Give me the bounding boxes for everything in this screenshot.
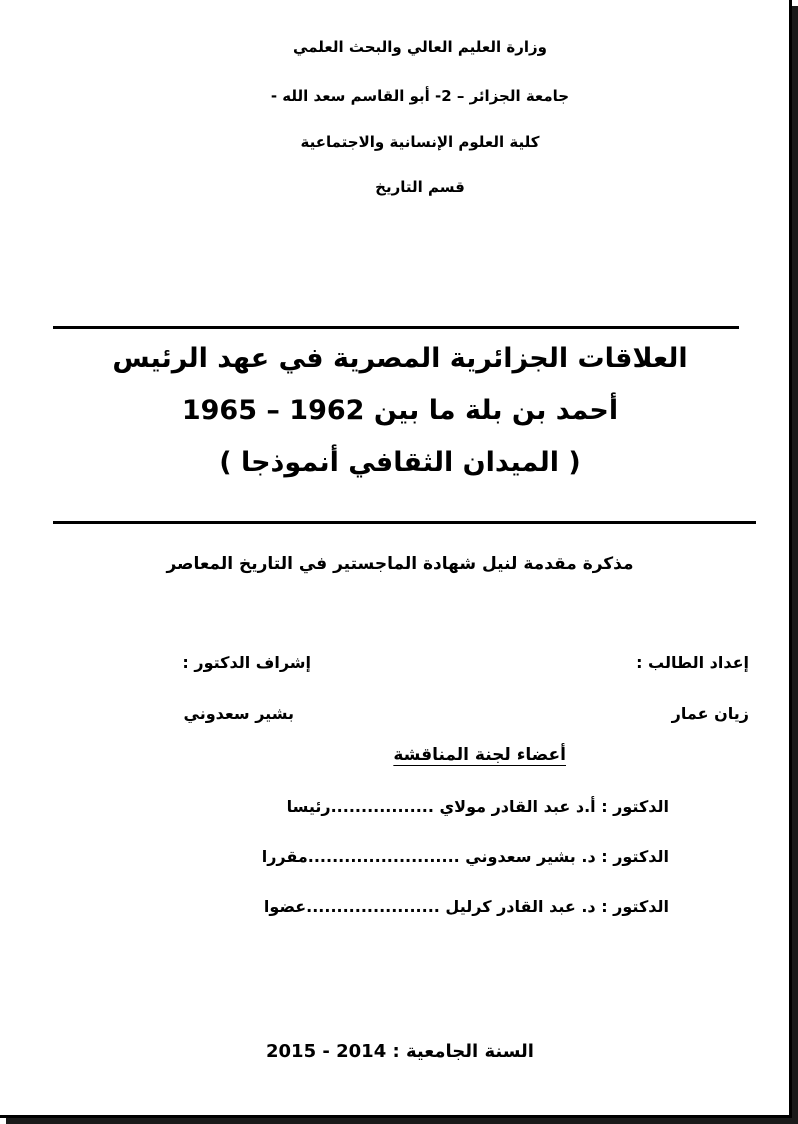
top-divider bbox=[53, 326, 739, 329]
thesis-title-line3: ( الميدان الثقافي أنموذجا ) bbox=[219, 447, 581, 478]
student-label: إعداد الطالب : bbox=[636, 653, 749, 672]
student-name: زيان عمار bbox=[671, 704, 749, 723]
page-shadow-bottom bbox=[6, 1118, 798, 1124]
committee-title: أعضاء لجنة المناقشة bbox=[393, 745, 566, 765]
supervisor-label: إشراف الدكتور : bbox=[182, 653, 311, 672]
committee-member-rapporteur: الدكتور : د. بشير سعدوني .........................مقررا bbox=[261, 847, 669, 866]
faculty-name: كلية العلوم الإنسانية والاجتماعية bbox=[300, 133, 540, 151]
thesis-title-line1: العلاقات الجزائرية المصرية في عهد الرئيس bbox=[112, 343, 688, 374]
page-shadow-right bbox=[792, 6, 798, 1124]
committee-member-examiner: الدكتور : د. عبد القادر كرليل ......................عضوا bbox=[263, 897, 669, 916]
bottom-divider bbox=[53, 521, 756, 524]
university-name: جامعة الجزائر – 2- أبو القاسم سعد الله - bbox=[270, 87, 570, 105]
ministry-name: وزارة العليم العالي والبحث العلمي bbox=[293, 38, 547, 56]
committee-member-chair: الدكتور : أ.د عبد القادر مولاي .................رئيسا bbox=[286, 797, 669, 816]
department-name: قسم التاريخ bbox=[375, 178, 465, 196]
thesis-subtitle: مذكرة مقدمة لنيل شهادة الماجستير في التاريخ المعاصر bbox=[166, 554, 634, 574]
academic-year: السنة الجامعية : 2014 - 2015 bbox=[266, 1041, 534, 1062]
thesis-title-line2: أحمد بن بلة ما بين 1962 – 1965 bbox=[181, 395, 619, 426]
supervisor-name: بشير سعدوني bbox=[183, 704, 294, 723]
